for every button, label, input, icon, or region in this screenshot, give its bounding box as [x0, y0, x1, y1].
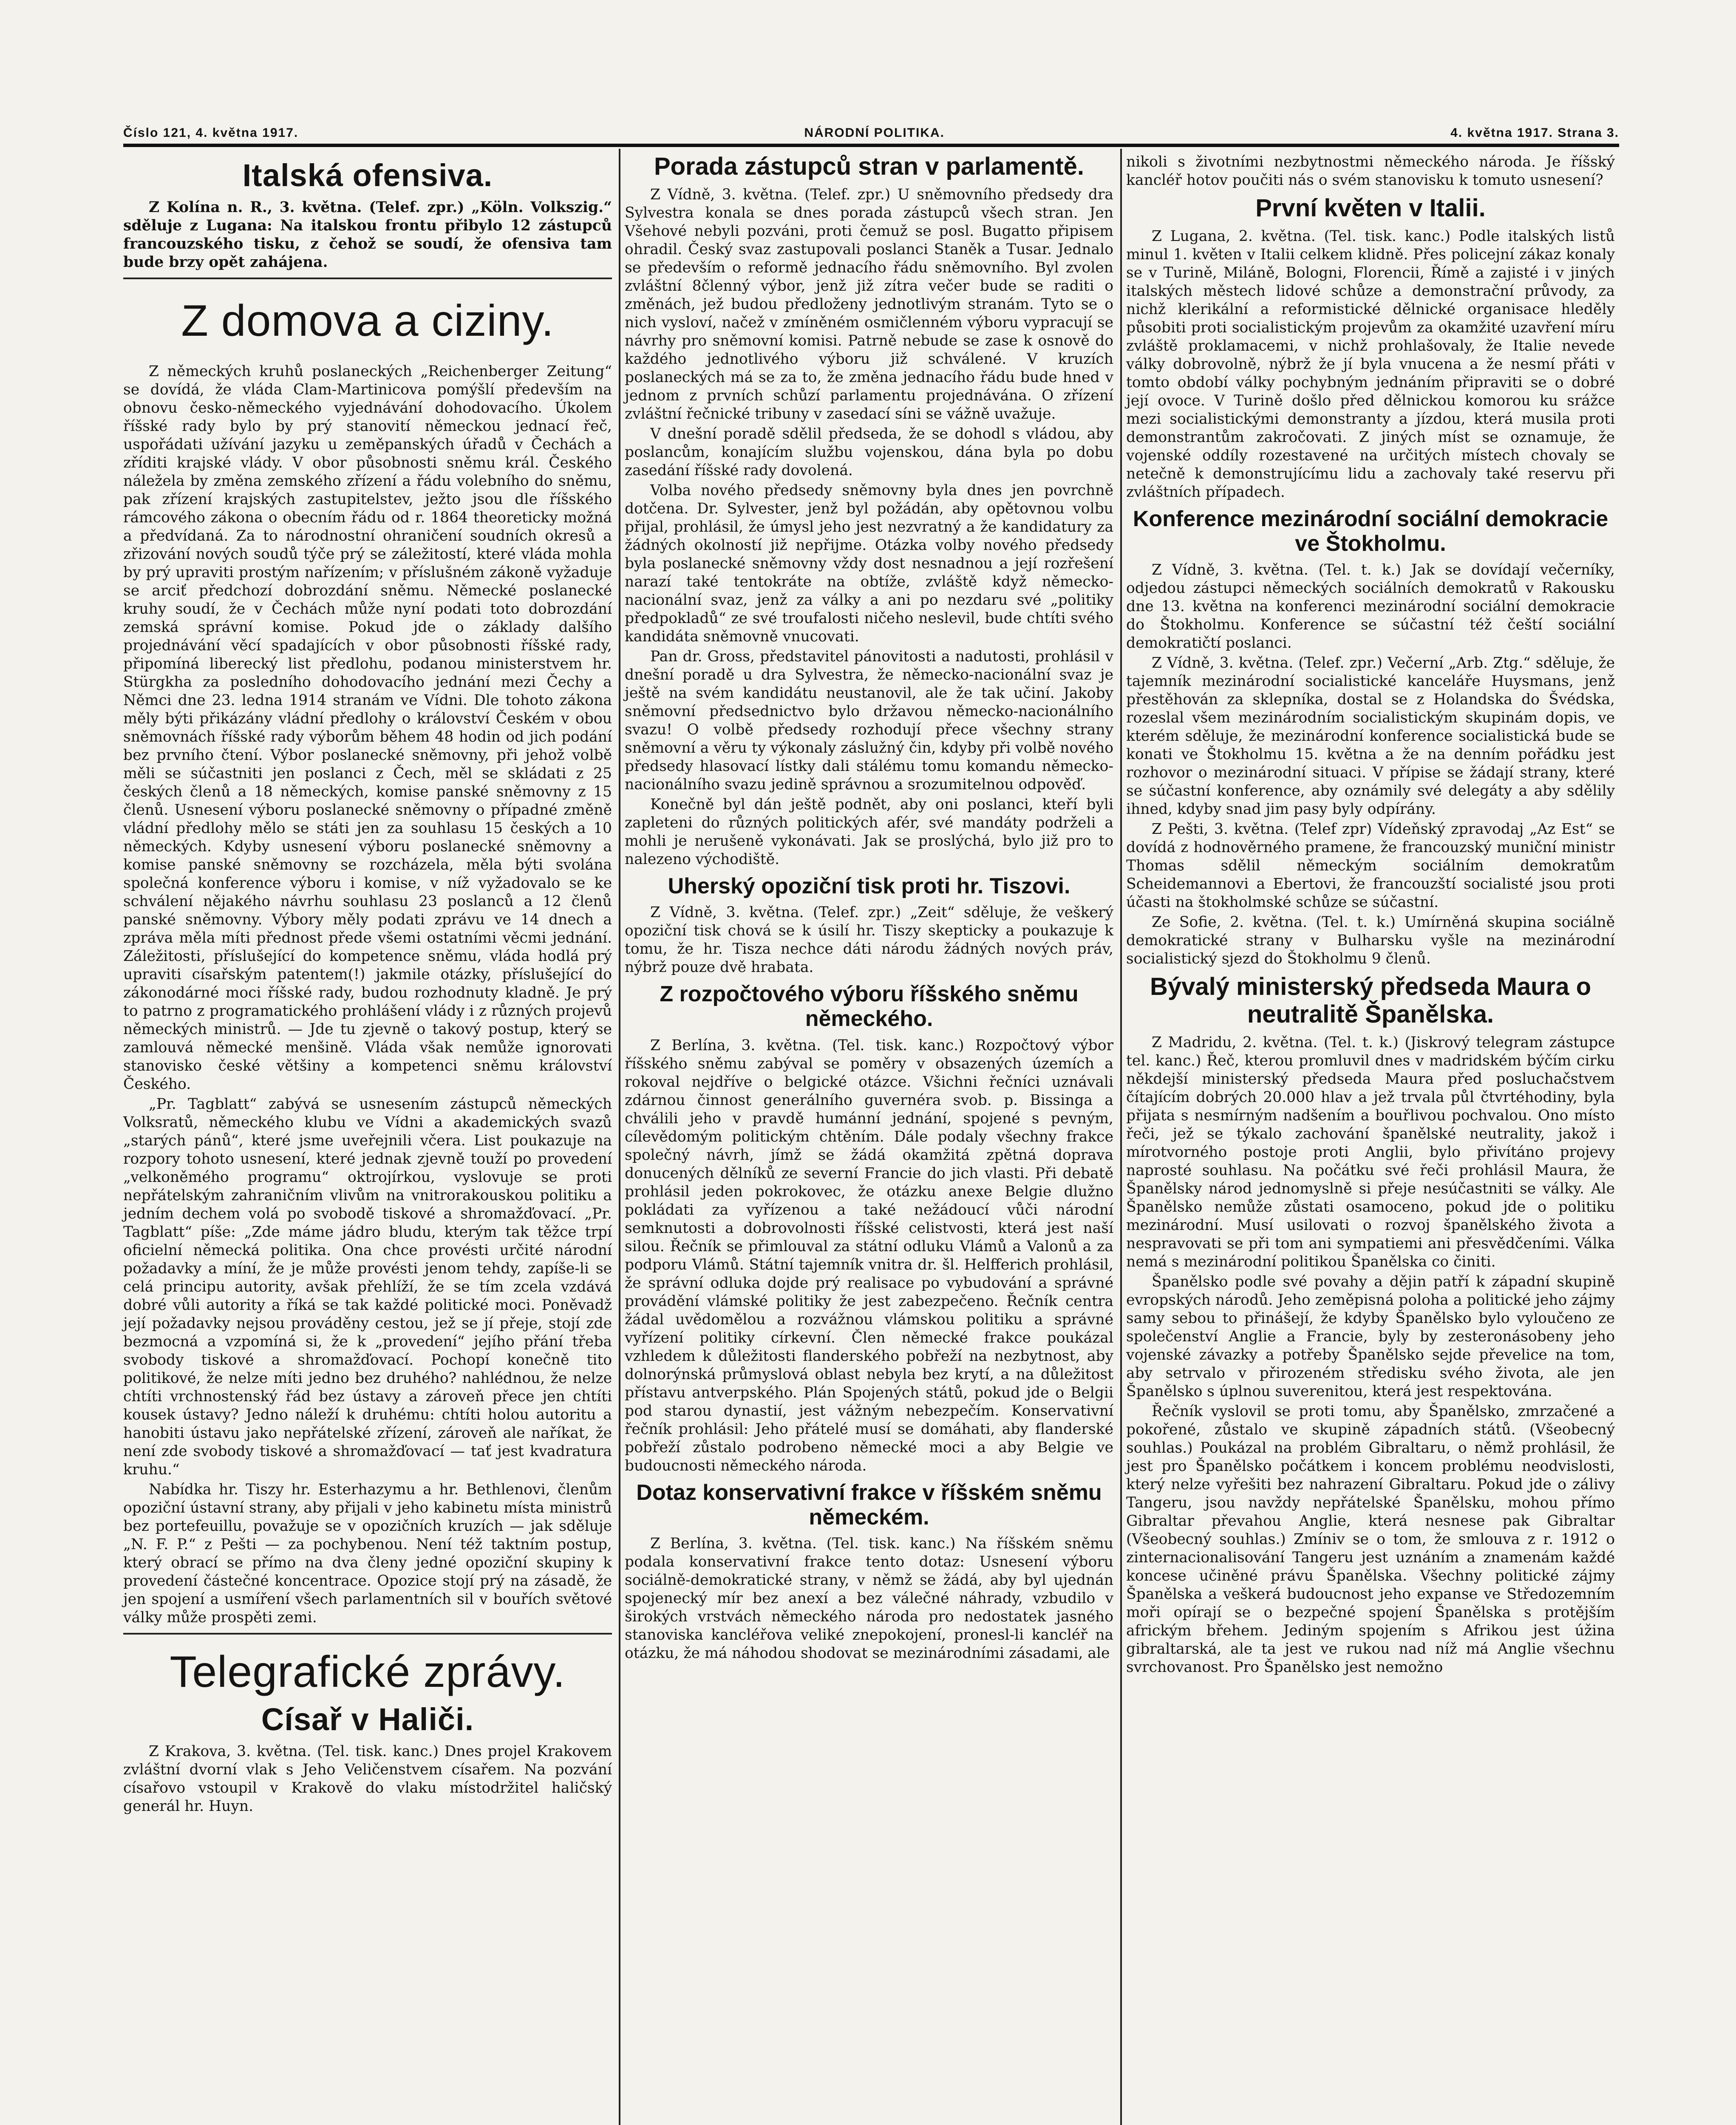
- masthead-title: NÁRODNÍ POLITIKA.: [804, 126, 945, 140]
- article-konference-p3: Z Pešti, 3. května. (Telef zpr) Vídeňský zpravodaj „Az Est“ se dovídá z hodnověrného pramene, že francouzský muniční ministr Thomas sdělil německým sociálním demokratům Scheidemannovi a Ebertovi, že francouzští socialisté jsou proti účasti na štokholmské schůze se súčastní.: [1126, 821, 1615, 911]
- column-1: [123, 153, 612, 1817]
- headline-porada: Porada zástupců stran v parlamentě.: [654, 153, 1085, 180]
- article-maura-p1: Z Madridu, 2. května. (Tel. t. k.) (Jiskrový telegram zástupce tel. kanc.) Řeč, kterou promluvil dnes v madridském býčím cirku někdejší ministerský předseda Maura před posluchačstvem čítajícím dobrých 20.000 hlav a jež trvala půl čtvrtéhodiny, byla přijata s nesmírným nadšením a bouřlivou pochvalou. Ono místo řeči, jež se týkalo zachování španělské neutrality, jakož i mírotvorného postoje proti Anglii, bylo přivítáno projevy naprosté souhlasu. Na počátku své řeči prohlásil Maura, že Španělsky národ jednomyslně si přeje nesúčastniti se války. Ale Španělsko nemůže zůstati osamoceno, pokud jde o politiku mezinárodní. Musí usilovati o rozvoj španělského života a nespravovati se při tom ani sympatiemi ani přesvědčeními. Válka nemá s mezinárodní politikou Španělska co činiti.: [1126, 1034, 1615, 1271]
- article-uhersky: Z Vídně, 3. května. (Telef. zpr.) „Zeit“ sděluje, že veškerý opoziční tisk chová se k úsilí hr. Tiszy skepticky a poukazuje k tomu, že hr. Tisza nechce dáti národu žádných nových práv, nýbrž pouze dvě hrabata.: [625, 904, 1113, 976]
- headline-maura: Bývalý ministerský předseda Maura o neutralitě Španělska.: [1150, 973, 1592, 1028]
- separator: [123, 1633, 612, 1635]
- article-domova-p2: „Pr. Tagblatt“ zabývá se usnesením zástupců německých Volksratů, německého klubu ve Vídni a akademických svazů „starých pánů“, které jsme uveřejnili včera. List poukazuje na rozpory tohoto usnesení, které jednak zjevně touží po provedení „velkoněmého programu“ oktrojírkou, vyslovuje se proti nepřátelským zahraničním vlivům na vnitrorakouskou politiku a jedním dechem volá po svobodě tiskové a shromažďovací. „Pr. Tagblatt“ píše: „Zde máme jádro bludu, kterým tak těžce trpí oficielní německá politika. Ona chce provésti určité národní požadavky a míní, že je může provésti jenom tehdy, zapíše-li se celá principu autority, avšak přehlíží, že se tím zcela vzdává dobré vůli autority a říká se tak každé politické moci. Poněvadž její požadavky nejsou prováděny cestou, jež se jí přeje, stojí zde bezmocná a vzpomíná si, že k „provedení“ jejího přání třeba svobody tiskové a shromažďovací. Pochopí konečně tito politikové, že nelze míti jedno bez druhého? nahlédnou, že nelze chtíti vrchnostenský řád bez ústavy a zároveň přece jen chtíti kousek ústavy? Jedno náleží k druhému: chtíti holou autoritu a hanobiti ústavu jako nepřátelské zřízení, zároveň ale naříkat, že není zde svobody tiskové a shromažďovací — tať jest kvadratura kruhu.“: [123, 1096, 612, 1479]
- column-rule-2: [1120, 149, 1122, 2125]
- headline-uhersky-tisk: Uherský opoziční tisk proti hr. Tiszovi.: [668, 873, 1070, 898]
- separator: [123, 278, 612, 279]
- article-porada-p5: Konečně byl dán ještě podnět, aby oni poslanci, kteří byli zapleteni do různých politických afér, své mandáty podrželi a mohli je nerušeně vykonávati. Jak se proslýchá, bylo již pro to nalezeno východiště.: [625, 796, 1113, 868]
- article-cisar: Z Krakova, 3. května. (Tel. tisk. kanc.) Dnes projel Krakovem zvláštní dvorní vlak s Jeho Veličenstvem císařem. Na pozvání císařovo vstoupil v Krakově do vlaku místodržitel haličský generál hr. Huyn.: [123, 1742, 612, 1815]
- headline-telegraficke-zpravy: Telegrafické zprávy.: [170, 1647, 566, 1697]
- column-3: [1126, 153, 1615, 1678]
- article-konference-p2: Z Vídně, 3. května. (Telef. zpr.) Večerní „Arb. Ztg.“ sděluje, že tajemník mezinárodní socialistické kanceláře Huysmans, jenž přestěhován za sklepníka, dostal se z Holandska do Švédska, rozeslal všem mezinárodním socialistickým skupinám dopis, ve kterém sděluje, že mezinárodní konference socialistická bude se konati ve Štokholmu 15. května a že na denním pořádku jest rozhovor o mezinárodní situaci. V přípise se žádají strany, které se súčastní konference, aby oznámily své delegáty a aby sdělily ihned, kdyby snad jim pasy byly odpírány.: [1126, 654, 1615, 818]
- article-kveten: Z Lugana, 2. května. (Tel. tisk. kanc.) Podle italských listů minul 1. květen v Italii celkem klidně. Přes policejní zákaz konaly se v Turině, Miláně, Bologni, Florencii, Římě a zajisté i v jiných italských městech lidové schůze a demonstrační průvody, za nichž klerikální a reformistické dělnické organisace hleděly působiti proti socialistickým projevům za okamžité uzavření míru zvláště proklamacemi, v nichž prohlašovaly, že Italie nevede války dobrovolně, nýbrž že jí byla vnucena a že nesmí přáti v tomto období války pochybným jednáním připraviti se o dobré její ovoce. V Turině došlo před dělnickou komorou ku srážce mezi socialistickými demonstranty a jízdou, která musila proti demonstrantům zakročovati. Z jiných míst se oznamuje, že vojenské oddíly rozestavené na určitých místech chovaly se netečně k demonstrujícímu lidu a zachovaly také reservu při zvláštních případech.: [1126, 227, 1615, 501]
- headline-italska-ofensiva: Italská ofensiva.: [242, 158, 493, 193]
- article-porada-p1: Z Vídně, 3. května. (Telef. zpr.) U sněmovního předsedy dra Sylvestra konala se dnes porada zástupců všech stran. Jen Všehové nebyli pozváni, proti čemuž se posl. Bugatto připisem ohradil. Český svaz zastupovali poslanci Staněk a Tusar. Jednalo se především o reformě jednacího řádu sněmovního. Byl zvolen zvláštní 8členný výbor, jenž již zítra večer bude se raditi o změnách, jež budou předloženy jednotlivým stranám. Tyto se o nich vysloví, načež v zmíněném osmičlenném výboru vypracují se návrhy pro sněmovní komisi. Patrně nebude se zase k osnově do každého jednotlivého výboru již schválené. V kruzích poslaneckých má se za to, že změna jednacího řádu bude hned v jednom z prvních schůzí parlamentu projednávána. O zřízení zvláštní řečnické tribuny v zasedací síni se vážně uvažuje.: [625, 186, 1113, 422]
- headline-z-domova-a-ciziny: Z domova a ciziny.: [181, 296, 554, 346]
- column-rule-1: [619, 149, 620, 2125]
- article-konference-p1: Z Vídně, 3. května. (Tel. t. k.) Jak se dovídají večerníky, odjedou zástupci německých sociálních demokratů v Rakousku dne 13. května na konferenci mezinárodní sociální demokracie do Štokholmu. Konference se súčastní též čeští sociální demokratičtí poslanci.: [1126, 561, 1615, 652]
- masthead-rule: [123, 144, 1619, 147]
- article-domova-p1: Z německých kruhů poslaneckých „Reichenberger Zeitung“ se dovídá, že vláda Clam-Martinicova pomýšlí především na obnovu česko-německého vyjednávání dohodovacího. Úkolem říšské rady bylo by prý stanovití německou jednací řeč, uspořádati užívání jazyku u zeměpanských úřadů v Čechách a zříditi krajské vlády. V obor působnosti sněmu král. Českého náležela by změna zemského zřízení a řádu volebního do sněmu, pak zřízení krajských zastupitelstev, ježto jsou dle říšského rámcového zákona o obecním řádu od r. 1864 theoreticky možná a předvídaná. Za to národnostní ohraničení soudních okresů a zřizování nových soudů týče prý se záležitostí, které vláda mohla by prý upraviti prostým nařízením; v příslušném zákoně vyžaduje se arciť předchozí dobrozdání sněmu. Německé poslanecké kruhy soudí, že v Čechách může nyní podati toto dobrozdání zemská správní komise. Pokud jde o základy dalšího projednávání věcí spadajících v obor působnosti říšské rady, připomíná liberecký list předlohu, podanou ministerstvem hr. Stürgkha za posledního dohodovacího jednání mezi Čechy a Němci dne 23. ledna 1914 stranám ve Vídni. Dle tohoto zákona měly býti přikázány vládní předlohy o království Českém v obou sněmovnách říšské rady výborům během 48 hodin od jich podání bez prvního čtení. Výbor poslanecké sněmovny, při jehož volbě měli se súčastniti jen poslanci z Čech, měl se skládati z 25 českých členů a 18 německých, komise panské sněmovny z 15 členů. Usnesení výboru poslanecké sněmovny o případné změně vládní předlohy mělo se státi jen za souhlasu 15 českých a 10 německých. Kdyby usnesení výboru poslanecké sněmovny a komise panské sněmovny se rozcházela, měla býti svolána společná konference výboru i komise, v níž vyžadovalo se ke schválení nějakého návrhu souhlasu 23 poslanců a 12 členů panské sněmovny. Výbory měly podati zprávu ve 14 dnech a zpráva měla míti přednost přede všemi ostatními věcmi jednání. Záležitosti, příslušející do kompetence sněmu, vláda hodlá prý upraviti císařským patentem(!) jakmile otázky, příslušející do zákonodárné moci říšské rady, budou rozhodnuty kladně. Je prý to patrno z programatického prohlášení vlády i z různých projevů německých ministrů. — Jde tu zjevně o takový postup, který se zamlouvá německé menšině. Vláda však nemůže ignorovati stanovisko české většiny a kompetenci sněmu království Českého.: [123, 363, 612, 1093]
- headline-cisar-v-halici: Císař v Haliči.: [261, 1701, 474, 1737]
- article-maura-p3: Řečník vyslovil se proti tomu, aby Španělsko, zmrzačené a pokořené, zůstalo ve skupině západních států. (Všeobecný souhlas.) Poukázal na problém Gibraltaru, o němž prohlásil, že jest pro Španělsko počátkem i koncem problému neodvislosti, který nelze vyřešiti bez nahrazení Gibraltaru. Pokud jde o zálivy Tangeru, jsou navždy nepřátelské Španělsku, mohou přímo Gibraltar převahou Anglie, která nesnese pak Gibraltar (Všeobecný souhlas.) Zmíniv se o tom, že smlouva z r. 1912 o zinternacionalisování Tangeru jest uznáním a znamenám každé koncese učiněné právu Španělska. Všechny politické zájmy Španělska a veškerá budoucnost jeho expanse ve Středozemním moři opírají se o bezpečné spojení Španělska s protějším africkým břehem. Jediným spojením s Afrikou jest úžina gibraltarská, ale ta jest ve rukou nad níž má Anglie všechnu svrchovanost. Pro Španělsko jest nemožno: [1126, 1403, 1615, 1676]
- headline-rozpoctovy-vybor: Z rozpočtového výboru říšského sněmu německého.: [660, 982, 1079, 1031]
- article-domova-p3: Nabídka hr. Tiszy hr. Esterhazymu a hr. Bethlenovi, členům opoziční ústavní strany, aby přijali v jeho kabinetu místa ministrů bez portefeuillu, považuje se v opozičních kruzích — jak sděluje „N. F. P.“ z Pešti — za pochybenou. Není též taktním postup, který obrací se přímo na dva členy jedné opoziční skupiny k provedení částečné koncentrace. Opozice stojí prý na zásadě, že jen spojení a usmíření všech parlamentních sil v bouřích světové války může prospěti zemi.: [123, 1481, 612, 1626]
- column-2: [625, 153, 1113, 1664]
- article-rozpocet: Z Berlína, 3. května. (Tel. tisk. kanc.) Rozpočtový výbor říšského sněmu zabýval se poměry v obsazených územích a rokoval nejdříve o belgické otázce. Všichni řečníci uznávali zdárnou činnost generálního guvernéra svob. p. Bissinga a chválili jeho v pravdě humánní jednání, spojené s pevným, cílevědomým politickým chtěním. Dále podaly všechny frakce společný návrh, jímž se žádá okamžitá zpětná doprava donucených dělníků ze severní Francie do jich vlasti. Při debatě prohlásil jeden pokrokovec, že otázku anexe Belgie dlužno pokládati za vyřízenou a také nežádoucí vůči národní semknutosti a dobrovolnosti říšské celistvosti, která jest naší silou. Řečník se přimlouval za státní odluku Vlámů a Valonů a za podporu Vlámů. Státní tajemník vnitra dr. šl. Helfferich prohlásil, že správní odluka dojde prý realisace po vybudování a správné provádění vlámské politiky že jest zabezpečeno. Řečník centra žádal uvědomělou a rozvážnou vlámskou politiku a správné vyřízení politiky církevní. Člen německé frakce poukázal vzhledem k důležitosti flanderského pobřeží na nezbytnost, aby dolnorýnská průmyslová oblast nebyla bez krytí, a na důležitost přístavu antverpského. Plán Spojených států, pokud jde o Belgii pod starou dynastií, jest vážným nebezpečím. Konservativní řečník prohlásil: Jeho přátelé musí se domáhati, aby flanderské pobřeží zůstalo podrobeno německé moci a aby Belgie ve budoucnosti německého národa.: [625, 1037, 1113, 1474]
- masthead-page: 4. května 1917. Strana 3.: [1450, 126, 1619, 140]
- article-maura-p2: Španělsko podle své povahy a dějin patří k západní skupině evropských národů. Jeho zeměpisná poloha a politické jeho zájmy samy sebou to přinášejí, že kdyby Španělsko bylo vyloučeno ze společenství Anglie a Francie, byly by zesteronásobeny jeho vojenské závazky a potřeby Španělsko sejde převelice na tom, aby setrvalo v přirozeném středisku svého života, ale jen Španělsko s úplnou suverenitou, která jest respektována.: [1126, 1273, 1615, 1400]
- headline-prvni-kveten: První květen v Italii.: [1255, 194, 1486, 222]
- headline-dotaz: Dotaz konservativní frakce v říšském sněmu německém.: [636, 1480, 1102, 1530]
- article-porada-p4: Pan dr. Gross, představitel pánovitosti a nadutosti, prohlásil v dnešní poradě u dra Sylvestra, že německo-nacionální svaz je ještě na svém kandidátu neustanovil, ale že tak učiní. Jakoby sněmovní předsednictvo bylo državou německo-nacionálního svazu! O volbě předsedy rozhodují přece všechny strany sněmovní a věru ty výkonaly záslužný čin, kdyby při volbě nového předsedy hlasovací lístky dali stálému tomu komandu německo-nacionálního svazu jedině správnou a srozumitelnou odpověď.: [625, 648, 1113, 793]
- masthead: [123, 115, 1619, 140]
- article-porada-p3: Volba nového předsedy sněmovny byla dnes jen povrchně dotčena. Dr. Sylvester, jenž byl požádán, aby opětovnou volbu přijal, prohlásil, že úmysl jeho jest nezvratný a že kandidatury za žádných okolností již nepřijme. Otázka volby nového předsedy byla poslanecké sněmovny vždy dost nesnadnou a její rozřešení narazí také tentokráte na obtíže, zvláště když německo-nacionální svaz, jenž za války a ani po nezdaru své „politiky předpokladů“ ze své troufalosti ničeho neslevil, bude chtíti svého kandidáta sněmovně vnucovati.: [625, 482, 1113, 645]
- article-porada-p2: V dnešní poradě sdělil předseda, že se dohodl s vládou, aby poslancům, konajícím službu vojenskou, dána byla po dobu zasedání říšské rady dovolená.: [625, 425, 1113, 479]
- article-dotaz: Z Berlína, 3. května. (Tel. tisk. kanc.) Na říšském sněmu podala konservativní frakce tento dotaz: Usnesení výboru sociálně-demokratické strany, v němž se žádá, aby byl ujednán spojenecký mír bez anexí a bez válečné náhrady, vzbudilo v širokých vrstvách německého národa pro nedostatek jasného stanoviska kancléřova veliké znepokojení, pronesl-li kancléř na otázku, že má náhodou shodovat se mezinárodními zásadami, ale: [625, 1535, 1113, 1662]
- article-dotaz-cont: nikoli s životními nezbytnostmi německého národa. Je říšský kancléř hotov poučiti nás o svém stanovisku k tomuto usnesení?: [1126, 153, 1615, 189]
- article-ofensiva: Z Kolína n. R., 3. května. (Telef. zpr.) „Köln. Volkszig.“ sděluje z Lugana: Na italskou frontu přibylo 12 zástupců francouzského tisku, z čehož se soudí, že ofensiva tam bude brzy opět zahájena.: [123, 198, 612, 271]
- headline-konference: Konference mezinárodní sociální demokracie ve Štokholmu.: [1133, 506, 1609, 556]
- masthead-issue: Číslo 121, 4. května 1917.: [123, 126, 299, 140]
- article-konference-p4: Ze Sofie, 2. května. (Tel. t. k.) Umírněná skupina sociálně demokratické strany v Bulharsku vyšle na mezinárodní socialistický sjezd do Štokholmu 9 členů.: [1126, 914, 1615, 968]
